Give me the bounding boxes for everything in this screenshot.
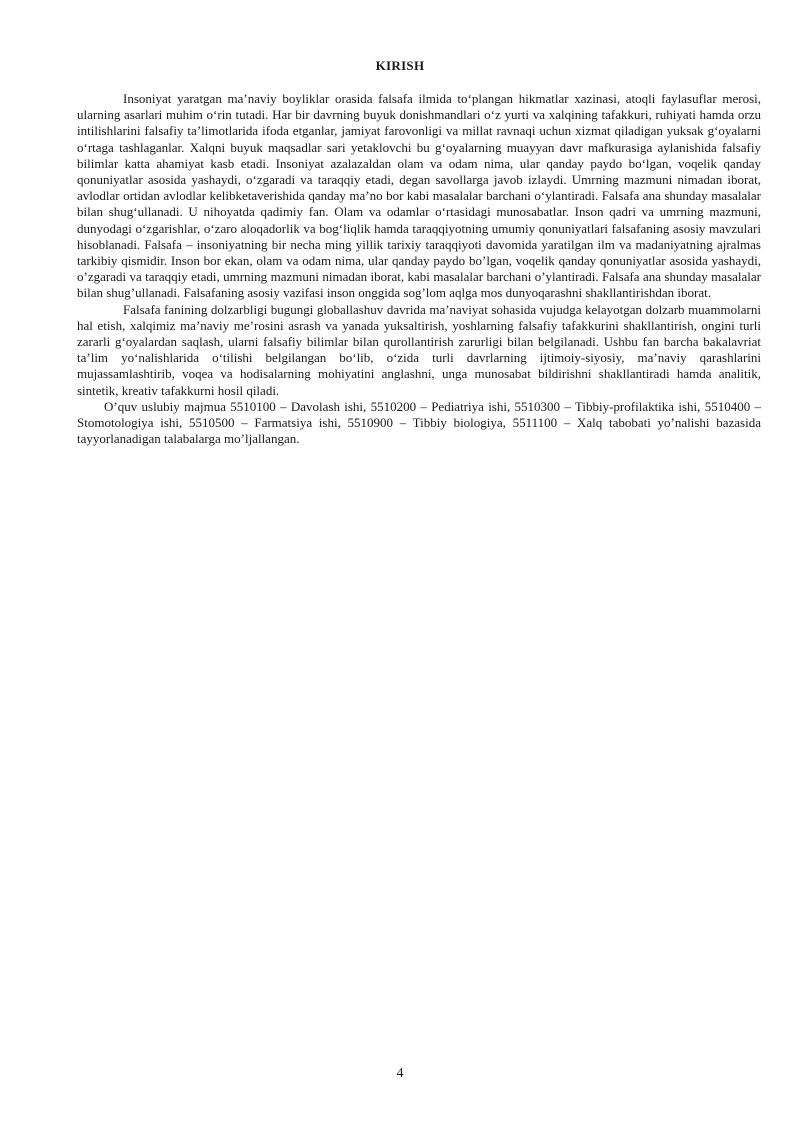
- body-text: [77, 91, 761, 447]
- paragraph-relevance: Falsafa fanining dolzarbligi bugungi globallashuv davrida ma’naviyat sohasida vujudga kelayotgan dolzarb muammolarni hal etish, xalqimiz ma’naviy me’rosini asrash va yanada yuksaltirish, yoshlarning falsafiy tafakkurini shakllantirish, ongini turli zararli g‘oyalardan saqlash, ularni falsafiy bilimlar bilan qurollantirish zarurligi bilan belgilanadi. Ushbu fan barcha bakalavriat ta’lim yo‘nalishlarida o‘tilishi belgilangan bo‘lib, o‘zida turli davrlarning ijtimoiy-siyosiy, ma’naviy qarashlarini mujassamlashtirib, voqea va hodisalarning mohiyatini anglashni, unga munosabat bildirishni shakllantiradi hamda analitik, sintetik, kreativ tafakkurni hosil qiladi.: [77, 301, 761, 398]
- page-number: 4: [396, 1066, 404, 1081]
- paragraph-intro: Insoniyat yaratgan ma’naviy boyliklar orasida falsafa ilmida to‘plangan hikmatlar xazinasi, atoqli faylasuflar merosi, ularning asarlari muhim o‘rin tutadi. Har bir davrning buyuk donishmandlari o‘z yurti va xalqining tafakkuri, ruhiyati hamda orzu intilishlarini falsafiy ta’limotlarida ifoda etganlar, jamiyat farovonligi va millat ravnaqi uchun xizmat qiladigan yuksak g‘oyalarni o‘rtaga tashlaganlar. Xalqni buyuk maqsadlar sari yetaklovchi bu g‘oyalarning muayyan davr mafkurasiga aylanishida falsafiy bilimlar katta ahamiyat kasb etadi. Insoniyat azalazaldan olam va odam nima, ular qanday paydo bo‘lgan, voqelik qanday qonuniyatlar asosida yashaydi, o‘zgaradi va taraqqiy etadi, degan savollarga javob izlaydi. Umrning mazmuni nimadan iborat, avlodlar ortidan avlodlar kelibketaverishida qanday ma’no bor kabi masalalar barchani o‘ylantiradi. Falsafa ana shunday masalalar bilan shug‘ullanadi. U nihoyatda qadimiy fan. Olam va odamlar o‘rtasidagi munosabatlar. Inson qadri va umrning mazmuni, dunyodagi o‘zgarishlar, o‘zaro aloqadorlik va bog‘liqlik hamda taraqqiyotning umumiy qonuniyatlari falsafaning asosiy mavzulari hisoblanadi. Falsafa – insoniyatning bir necha ming yillik tarixiy taraqqiyoti davomida yaratilgan ilm va madaniyatning ajralmas tarkibiy qismidir. Inson bor ekan, olam va odam nima, ular qanday paydo bo’lgan, voqelik qanday qonuniyatlar asosida yashaydi, o’zgaradi va taraqqiy etadi, umrning mazmuni nimadan iborat, kabi masalalar barchani o’ylantiradi. Falsafa ana shunday masalalar bilan shug’ullanadi. Falsafaning asosiy vazifasi inson onggida sog’lom aqlga mos dunyoqarashni shakllantirishdan iborat.: [77, 91, 761, 301]
- section-heading: KIRISH: [375, 58, 425, 73]
- paragraph-audience: O’quv uslubiy majmua 5510100 – Davolash ishi, 5510200 – Pediatriya ishi, 5510300 – Tibbiy-profilaktika ishi, 5510400 – Stomotologiya ishi, 5510500 – Farmatsiya ishi, 5510900 – Tibbiy biologiya, 5511100 – Xalq tabobati yo’nalishi bazasida tayyorlanadigan talabalarga mo’ljallangan.: [77, 398, 761, 447]
